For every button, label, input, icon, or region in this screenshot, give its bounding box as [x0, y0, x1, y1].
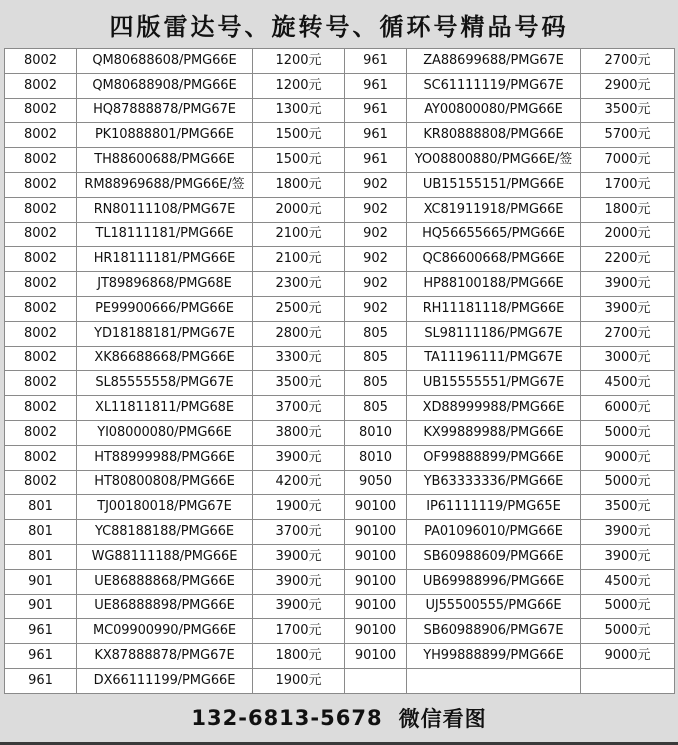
number-cell: MC09900990/PMG66E [77, 619, 253, 644]
price-cell: 4500元 [581, 569, 675, 594]
price-cell: 3500元 [581, 495, 675, 520]
table-row [5, 371, 675, 396]
price-cell: 5000元 [581, 420, 675, 445]
prefix-cell: 805 [345, 321, 407, 346]
price-cell: 6000元 [581, 396, 675, 421]
number-cell: YI08000080/PMG66E [77, 420, 253, 445]
price-cell: 1900元 [253, 668, 345, 693]
prefix-cell: 801 [5, 495, 77, 520]
number-cell: YD18188181/PMG67E [77, 321, 253, 346]
table-row [5, 644, 675, 669]
table-row [5, 420, 675, 445]
table-row [5, 247, 675, 272]
price-cell: 1700元 [253, 619, 345, 644]
prefix-cell: 961 [345, 123, 407, 148]
number-cell: YO08800880/PMG66E/签 [407, 148, 581, 173]
prefix-cell: 90100 [345, 544, 407, 569]
price-cell: 7000元 [581, 148, 675, 173]
price-cell: 3300元 [253, 346, 345, 371]
number-cell: UB15555551/PMG67E [407, 371, 581, 396]
table-row [5, 495, 675, 520]
number-cell: RM88969688/PMG66E/签 [77, 172, 253, 197]
table-row [5, 172, 675, 197]
price-cell: 3500元 [581, 98, 675, 123]
price-cell: 2700元 [581, 49, 675, 74]
number-cell: SC61111119/PMG67E [407, 73, 581, 98]
table-row [5, 470, 675, 495]
number-cell: TL18111181/PMG66E [77, 222, 253, 247]
number-cell: SL85555558/PMG67E [77, 371, 253, 396]
table-body [5, 49, 675, 694]
prefix-cell: 902 [345, 172, 407, 197]
price-cell: 2700元 [581, 321, 675, 346]
price-cell: 2800元 [253, 321, 345, 346]
prefix-cell: 902 [345, 247, 407, 272]
price-cell: 2100元 [253, 222, 345, 247]
number-cell: SB60988609/PMG66E [407, 544, 581, 569]
prefix-cell: 8002 [5, 222, 77, 247]
price-cell: 5000元 [581, 594, 675, 619]
number-cell: JT89896868/PMG68E [77, 272, 253, 297]
number-cell: HR18111181/PMG66E [77, 247, 253, 272]
contact-note: 微信看图 [398, 707, 487, 731]
table-row [5, 594, 675, 619]
prefix-cell: 902 [345, 222, 407, 247]
table-row [5, 49, 675, 74]
number-cell: HT88999988/PMG66E [77, 445, 253, 470]
number-cell: RN80111108/PMG67E [77, 197, 253, 222]
price-cell: 3900元 [581, 296, 675, 321]
price-cell: 3900元 [253, 594, 345, 619]
prefix-cell: 90100 [345, 495, 407, 520]
price-cell: 1300元 [253, 98, 345, 123]
table-row [5, 396, 675, 421]
number-cell [407, 668, 581, 693]
table-row [5, 445, 675, 470]
prefix-cell: 805 [345, 346, 407, 371]
prefix-cell: 8002 [5, 420, 77, 445]
table-row [5, 123, 675, 148]
prefix-cell: 902 [345, 296, 407, 321]
prefix-cell: 8002 [5, 247, 77, 272]
price-cell: 3800元 [253, 420, 345, 445]
table-row [5, 222, 675, 247]
number-cell: ZA88699688/PMG67E [407, 49, 581, 74]
prefix-cell: 90100 [345, 594, 407, 619]
prefix-cell: 961 [345, 148, 407, 173]
number-cell: KX99889988/PMG66E [407, 420, 581, 445]
number-cell: XL11811811/PMG68E [77, 396, 253, 421]
prefix-cell: 8002 [5, 396, 77, 421]
price-cell: 9000元 [581, 445, 675, 470]
price-cell: 2000元 [253, 197, 345, 222]
number-cell: YB63333336/PMG66E [407, 470, 581, 495]
price-cell: 1800元 [253, 644, 345, 669]
price-cell: 3900元 [581, 272, 675, 297]
prefix-cell: 961 [345, 73, 407, 98]
table-row [5, 520, 675, 545]
price-cell: 3700元 [253, 520, 345, 545]
prefix-cell: 8002 [5, 371, 77, 396]
number-price-table [4, 48, 675, 694]
table-row [5, 544, 675, 569]
number-cell: PE99900666/PMG66E [77, 296, 253, 321]
number-cell: IP61111119/PMG65E [407, 495, 581, 520]
number-cell: WG88111188/PMG66E [77, 544, 253, 569]
prefix-cell: 90100 [345, 644, 407, 669]
number-cell: KR80888808/PMG66E [407, 123, 581, 148]
number-cell: HQ56655665/PMG66E [407, 222, 581, 247]
prefix-cell: 90100 [345, 520, 407, 545]
price-cell: 1500元 [253, 148, 345, 173]
table-row [5, 148, 675, 173]
price-cell: 9000元 [581, 644, 675, 669]
prefix-cell: 8002 [5, 123, 77, 148]
number-cell: QC86600668/PMG66E [407, 247, 581, 272]
prefix-cell: 961 [5, 668, 77, 693]
number-cell: YH99888899/PMG66E [407, 644, 581, 669]
prefix-cell: 8002 [5, 321, 77, 346]
number-cell: RH11181118/PMG66E [407, 296, 581, 321]
page-title: 四版雷达号、旋转号、循环号精品号码 [109, 12, 569, 41]
prefix-cell: 90100 [345, 569, 407, 594]
prefix-cell: 8002 [5, 470, 77, 495]
prefix-cell: 9050 [345, 470, 407, 495]
table-row [5, 619, 675, 644]
price-cell: 5000元 [581, 470, 675, 495]
prefix-cell: 805 [345, 396, 407, 421]
price-cell: 2100元 [253, 247, 345, 272]
price-cell: 3900元 [253, 445, 345, 470]
prefix-cell: 901 [5, 569, 77, 594]
prefix-cell: 805 [345, 371, 407, 396]
price-cell: 1500元 [253, 123, 345, 148]
number-cell: TH88600688/PMG66E [77, 148, 253, 173]
table-row [5, 668, 675, 693]
number-cell: DX66111199/PMG66E [77, 668, 253, 693]
number-cell: OF99888899/PMG66E [407, 445, 581, 470]
number-cell: QM80688908/PMG66E [77, 73, 253, 98]
prefix-cell: 8002 [5, 346, 77, 371]
price-cell: 1200元 [253, 73, 345, 98]
number-cell: HT80800808/PMG66E [77, 470, 253, 495]
number-cell: UB69988996/PMG66E [407, 569, 581, 594]
price-cell: 5700元 [581, 123, 675, 148]
number-cell: HQ87888878/PMG67E [77, 98, 253, 123]
price-cell: 3900元 [581, 544, 675, 569]
prefix-cell: 8002 [5, 73, 77, 98]
price-cell: 4500元 [581, 371, 675, 396]
table-row [5, 197, 675, 222]
number-cell: HP88100188/PMG66E [407, 272, 581, 297]
number-cell: QM80688608/PMG66E [77, 49, 253, 74]
prefix-cell: 8002 [5, 98, 77, 123]
price-cell: 4200元 [253, 470, 345, 495]
price-cell: 3900元 [253, 569, 345, 594]
prefix-cell: 801 [5, 520, 77, 545]
prefix-cell: 8002 [5, 272, 77, 297]
table-row [5, 98, 675, 123]
prefix-cell: 961 [5, 644, 77, 669]
prefix-cell: 901 [5, 594, 77, 619]
price-cell: 1900元 [253, 495, 345, 520]
price-cell: 1700元 [581, 172, 675, 197]
number-cell: TJ00180018/PMG67E [77, 495, 253, 520]
prefix-cell: 8002 [5, 172, 77, 197]
prefix-cell [345, 668, 407, 693]
price-cell: 2200元 [581, 247, 675, 272]
number-cell: PA01096010/PMG66E [407, 520, 581, 545]
number-cell: PK10888801/PMG66E [77, 123, 253, 148]
prefix-cell: 90100 [345, 619, 407, 644]
number-cell: SL98111186/PMG67E [407, 321, 581, 346]
table-row [5, 296, 675, 321]
price-cell: 2000元 [581, 222, 675, 247]
table-row [5, 272, 675, 297]
prefix-cell: 8002 [5, 197, 77, 222]
number-cell: XC81911918/PMG66E [407, 197, 581, 222]
price-cell: 2300元 [253, 272, 345, 297]
price-cell: 2500元 [253, 296, 345, 321]
number-cell: TA11196111/PMG67E [407, 346, 581, 371]
prefix-cell: 8010 [345, 420, 407, 445]
number-cell: XD88999988/PMG66E [407, 396, 581, 421]
price-cell: 1800元 [581, 197, 675, 222]
prefix-cell: 8002 [5, 296, 77, 321]
price-cell: 1800元 [253, 172, 345, 197]
price-cell [581, 668, 675, 693]
prefix-cell: 8002 [5, 445, 77, 470]
prefix-cell: 902 [345, 272, 407, 297]
prefix-cell: 8002 [5, 148, 77, 173]
prefix-cell: 961 [345, 98, 407, 123]
price-cell: 3700元 [253, 396, 345, 421]
price-cell: 3900元 [581, 520, 675, 545]
number-cell: KX87888878/PMG67E [77, 644, 253, 669]
number-cell: UJ55500555/PMG66E [407, 594, 581, 619]
number-cell: UE86888898/PMG66E [77, 594, 253, 619]
number-cell: AY00800080/PMG66E [407, 98, 581, 123]
contact-phone[interactable]: 132-6813-5678 [191, 706, 383, 730]
table-row [5, 569, 675, 594]
price-cell: 2900元 [581, 73, 675, 98]
prefix-cell: 8010 [345, 445, 407, 470]
price-cell: 1200元 [253, 49, 345, 74]
price-cell: 5000元 [581, 619, 675, 644]
prefix-cell: 8002 [5, 49, 77, 74]
number-cell: UB15155151/PMG66E [407, 172, 581, 197]
prefix-cell: 961 [5, 619, 77, 644]
number-cell: YC88188188/PMG66E [77, 520, 253, 545]
number-cell: XK86688668/PMG66E [77, 346, 253, 371]
number-cell: UE86888868/PMG66E [77, 569, 253, 594]
table-row [5, 321, 675, 346]
prefix-cell: 801 [5, 544, 77, 569]
table-row [5, 346, 675, 371]
prefix-cell: 902 [345, 197, 407, 222]
price-cell: 3900元 [253, 544, 345, 569]
price-cell: 3000元 [581, 346, 675, 371]
table-row [5, 73, 675, 98]
price-cell: 3500元 [253, 371, 345, 396]
number-cell: SB60988906/PMG67E [407, 619, 581, 644]
prefix-cell: 961 [345, 49, 407, 74]
contact-footer [0, 693, 678, 743]
